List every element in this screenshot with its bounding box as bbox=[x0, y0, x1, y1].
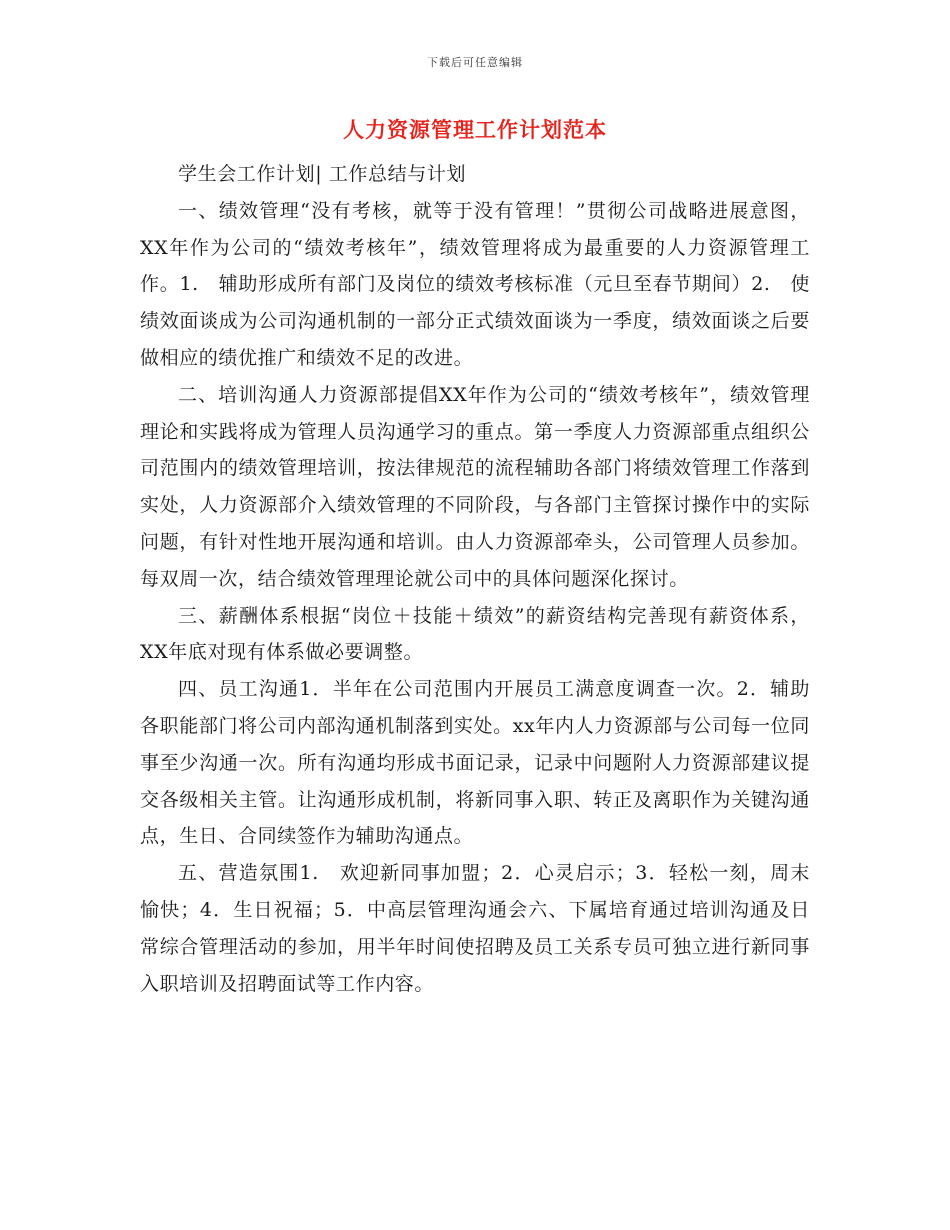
header-note: 下载后可任意编辑 bbox=[427, 56, 523, 69]
paragraph-communication: 四、员工沟通1．半年在公司范围内开展员工满意度调查一次。2．辅助各职能部门将公司内部沟通机制落到实处。xx年内人力资源部与公司每一位同事至少沟通一次。所有沟通均形成书面记录，记录中问题附人力资源部建议提交各级相关主管。让沟通形成机制，将新同事入职、转正及离职作为关键沟通点，生日、合同续签作为辅助沟通点。 bbox=[140, 678, 810, 848]
paragraph-training: 二、培训沟通人力资源部提倡XX年作为公司的“绩效考核年”，绩效管理理论和实践将成为管理人员沟通学习的重点。第一季度人力资源部重点组织公司范围内的绩效管理培训，按法律规范的流程辅助各部门将绩效管理工作落到实处，人力资源部介入绩效管理的不同阶段，与各部门主管探讨操作中的实际问题，有针对性地开展沟通和培训。由人力资源部牵头，公司管理人员参加。每双周一次，结合绩效管理理论就公司中的具体问题深化探讨。 bbox=[140, 383, 810, 590]
document-title: 人力资源管理工作计划范本 bbox=[343, 118, 607, 142]
paragraph-intro: 学生会工作计划| 工作总结与计划 bbox=[178, 163, 467, 185]
paragraph-performance: 一、绩效管理“没有考核，就等于没有管理！”贯彻公司战略进展意图，XX年作为公司的“绩效考核年”，绩效管理将成为最重要的人力资源管理工作。1. 辅助形成所有部门及岗位的绩效考核标准（元旦至春节期间）2. 使绩效面谈成为公司沟通机制的一部分正式绩效面谈为一季度，绩效面谈之后要做相应的绩优推广和绩效不足的改进。 bbox=[140, 199, 810, 369]
paragraph-compensation: 三、薪酬体系根据“岗位＋技能＋绩效”的薪资结构完善现有薪资体系，XX年底对现有体系做必要调整。 bbox=[140, 604, 810, 664]
document-body bbox=[140, 156, 810, 1002]
paragraph-atmosphere: 五、营造氛围1. 欢迎新同事加盟；2．心灵启示；3．轻松一刻，周末愉快；4．生日祝福；5．中高层管理沟通会六、下属培育通过培训沟通及日常综合管理活动的参加，用半年时间使招聘及员工关系专员可独立进行新同事入职培训及招聘面试等工作内容。 bbox=[140, 862, 810, 995]
